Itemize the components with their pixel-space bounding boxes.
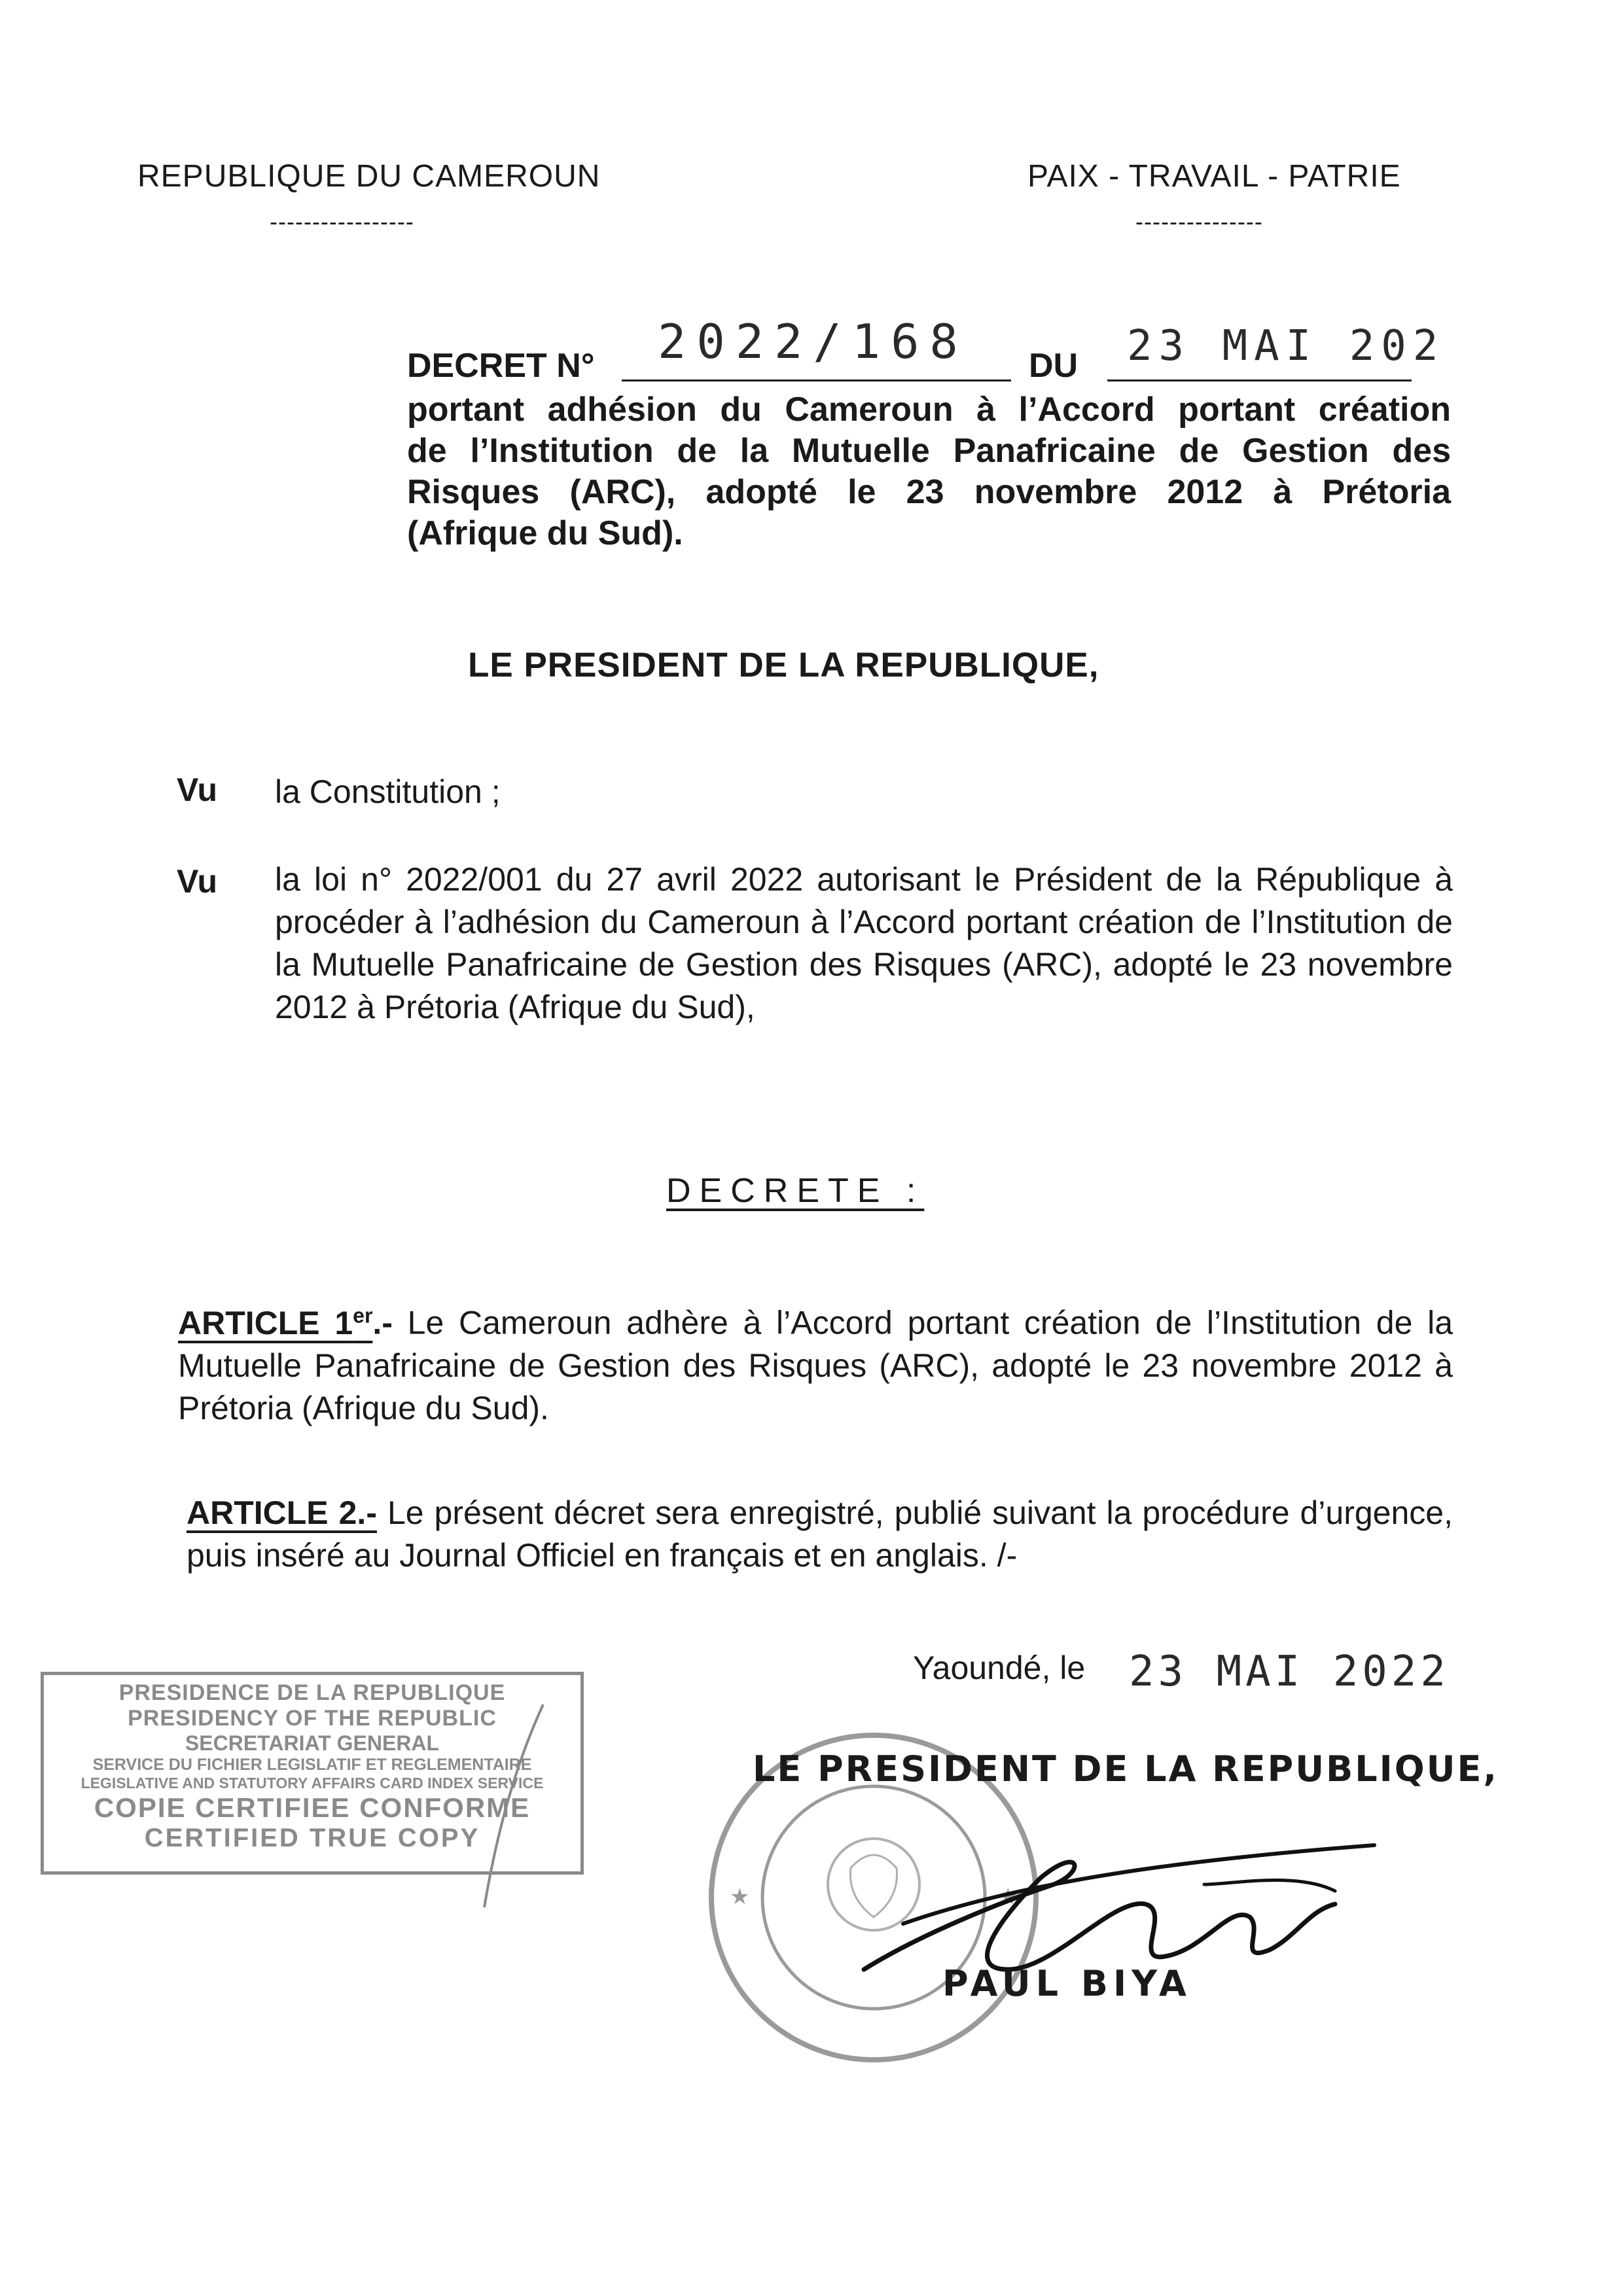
svg-text:★: ★ [998, 1884, 1018, 1910]
stamp-line: CERTIFIED TRUE COPY [144, 1824, 480, 1852]
article-2-label: ARTICLE 2.- [187, 1494, 377, 1531]
article-1 [178, 1294, 1453, 1430]
decree-subject-line: portant adhésion du Cameroun à l’Accord portant création [407, 391, 1451, 429]
article-2 [187, 1492, 1453, 1577]
decree-date-line [1107, 380, 1412, 381]
stamp-line: LEGISLATIVE AND STATUTORY AFFAIRS CARD INDEX SERVICE [80, 1775, 544, 1792]
svg-text:★: ★ [730, 1884, 750, 1910]
decree-number: 2022/168 [658, 314, 969, 369]
signatory-title: LE PRESIDENT DE LA REPUBLIQUE, [753, 1748, 1499, 1790]
decree-subject [407, 389, 1451, 554]
vu-label: Vu [177, 863, 218, 900]
stamp-pen-mark [445, 1691, 563, 1927]
decree-subject-line: de l’Institution de la Mutuelle Panafricaine de Gestion des [407, 432, 1451, 470]
decree-du: DU [1029, 347, 1079, 385]
stamp-line: PRESIDENCY OF THE REPUBLIC [128, 1706, 497, 1731]
article-1-label [178, 1305, 372, 1341]
decree-date: 23 MAI 202 [1127, 322, 1445, 370]
decree-subject-line: Risques (ARC), adopté le 23 novembre 2012 à Prétoria [407, 473, 1451, 511]
stamp-line: SERVICE DU FICHIER LEGISLATIF ET REGLEMENTAIRE [92, 1756, 532, 1774]
decree-number-line [622, 380, 1011, 381]
signatory-name: PAUL BIYA [942, 1963, 1192, 2004]
signing-place: Yaoundé, le [913, 1650, 1086, 1686]
vu-label: Vu [177, 771, 218, 808]
decrete-heading [666, 1171, 924, 1210]
article-1-superscript: er [353, 1303, 373, 1327]
republic-header-underline: ----------------- [270, 208, 414, 235]
vu-law-text: la loi n° 2022/001 du 27 avril 2022 autorisant le Président de la République à procéder à l’adhésion du Cameroun à l’Accord portant création de l’Institution de la Mutuelle Panafricaine de Gestion des Risques (ARC), adopté le 23 novembre 2012 à Prétoria (Afrique du Sud), [275, 861, 1453, 1025]
stamp-line: COPIE CERTIFIEE CONFORME [94, 1792, 531, 1823]
stamp-line: PRESIDENCE DE LA REPUBLIQUE [118, 1680, 506, 1705]
decrete-heading-text: DECRETE : [666, 1172, 925, 1210]
article-1-separator: .- [372, 1304, 393, 1341]
motto-header: PAIX - TRAVAIL - PATRIE [1027, 159, 1401, 194]
republic-header: REPUBLIQUE DU CAMEROUN [137, 159, 601, 194]
article-2-text: Le présent décret sera enregistré, publié suivant la procédure d’urgence, puis inséré au Journal Officiel en français et en anglais. /- [187, 1494, 1453, 1574]
article-1-label-text: ARTICLE 1 [178, 1304, 353, 1341]
motto-header-underline: --------------- [1135, 208, 1263, 235]
vu-constitution-text: la Constitution ; [275, 773, 501, 810]
president-heading: LE PRESIDENT DE LA REPUBLIQUE, [468, 646, 1099, 684]
article-1-text: Le Cameroun adhère à l’Accord portant création de l’Institution de la Mutuelle Panafricaine de Gestion des Risques (ARC), adopté le 23 novembre 2012 à Prétoria (Afrique du Sud). [178, 1304, 1453, 1426]
decree-subject-line: (Afrique du Sud). [407, 514, 683, 552]
decree-prefix: DECRET N° [407, 347, 595, 385]
stamp-line: SECRETARIAT GENERAL [185, 1731, 440, 1755]
signing-date: 23 MAI 2022 [1129, 1648, 1450, 1696]
